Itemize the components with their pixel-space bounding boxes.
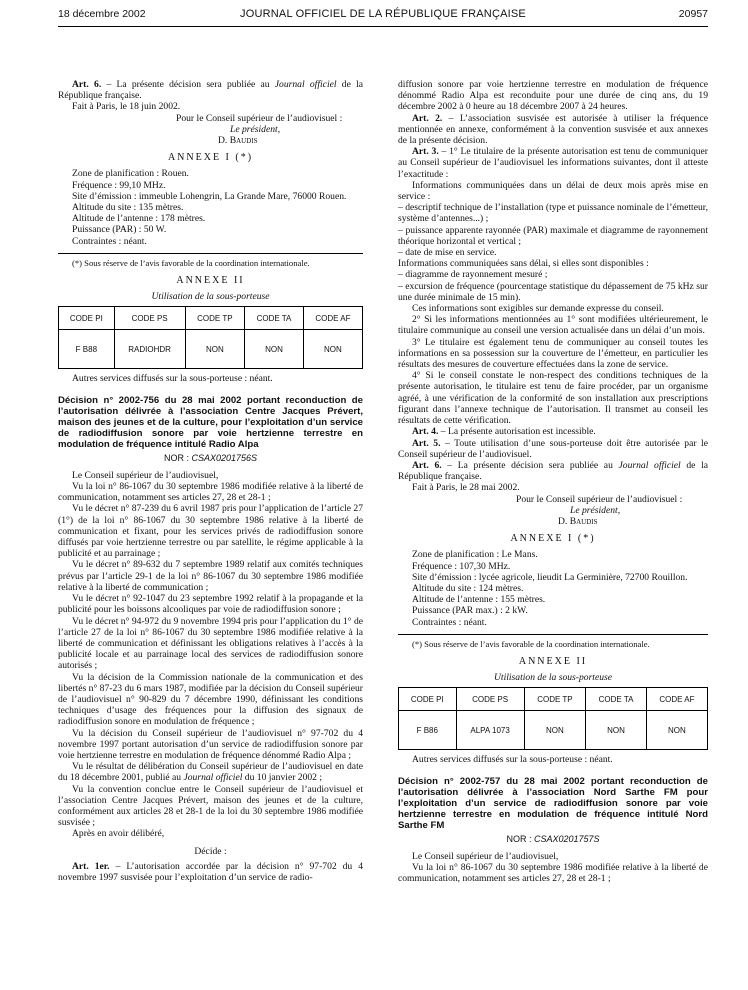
article-label: Art. 4. [412,426,439,438]
body-paragraph: Vu la convention conclue entre le Conseil supérieur de l’audiovisuel et l’association Centre Jacques Prévert, maison des jeunes et de la culture, conformément aux articles 28 et 28-1 de la loi du 30 septembre 1986 modifiée susvisée ; [58,783,363,829]
annexe-2-subtitle: Utilisation de la sous-porteuse [151,291,270,303]
body-paragraph: Vu le décret n° 94-972 du 9 novembre 1994 pris pour l’application du 1° de l’article 27 de la loi n° 86-1067 du 30 septembre 1986 modifiée relative à la liberté de communication et définissant les obligations relatives à l’accès à la publicité locale et au parrainage local des services de radiodiffusion sonore autorisés ; [58,615,363,672]
article-3-line: Informations communiquées sans délai, si elles sont disponibles : [398,258,649,270]
signature-name: D. Baudis [558,515,598,527]
annexe-1-details [398,549,708,627]
body-text: du 10 janvier 2002 ; [242,772,323,784]
article-text: de la République française. [58,79,364,102]
table-header: CODE TP [524,688,586,711]
table-cell: NON [185,330,245,369]
table-header: CODE TA [245,307,304,330]
article-text: – La présente décision sera publiée au [101,79,275,90]
decision-title: Décision n° 2002-756 du 28 mai 2002 portant reconduction de l’autorisation délivrée à l’association Centre Jacques Prévert, maison des jeunes et de la culture, pour l’exploitation d’un service de radiodiffusion sonore par voie hertzienne terrestre en modulation de fréquence intitulé Radio Alpa [58,394,363,450]
article-3-line: 4° Si le conseil constate le non-respect des conditions techniques de la présente autorisation, le titulaire est tenu de faire procéder, par un organisme agréé, à une vérification de la conformité de son installation aux prescriptions figurant dans l’annexe technique de l’autorisation. Il transmet au conseil les résultats de cette vérification. [398,370,708,427]
nor-code: CSAX0201757S [533,833,600,844]
table-header: CODE PI [399,688,457,711]
table-row [399,711,708,750]
nor-code: CSAX0201756S [191,452,258,463]
footnote-rule [398,634,708,635]
article-3-line: Informations communiquées dans un délai de deux mois après mise en service : [398,179,708,203]
header-journal-title: JOURNAL OFFICIEL DE LA RÉPUBLIQUE FRANÇAISE [240,8,526,20]
detail-line: Fréquence : 99,10 MHz. [72,179,166,191]
footnote: (*) Sous réserve de l’avis favorable de la coordination internationale. [72,257,310,268]
detail-line: Site d’émission : immeuble Lohengrin, La Grande Mare, 76000 Rouen. [72,190,347,202]
article-text: – La présente autorisation est incessible. [438,426,596,438]
decide-heading: Décide : [194,845,227,857]
signature-line: Pour le Conseil supérieur de l’audiovisuel : [176,112,343,124]
body-paragraph: Vu le décret n° 92-1047 du 23 septembre 1992 relatif à la propagande et la publicité pour les boissons alcooliques par voie de radiodiffusion sonore ; [58,593,363,616]
signature-title: Le président, [570,504,621,516]
body-paragraph [58,761,363,783]
other-services: Autres services diffusés sur la sous-porteuse : néant. [412,754,613,766]
nor-reference [398,834,708,845]
article-text: de la République française. [398,459,708,483]
table-row [59,330,363,369]
article-4 [398,426,708,437]
table-header: CODE TP [185,307,245,330]
article-5 [398,438,708,460]
body-paragraph: Vu la décision de la Commission nationale de la communication et des libertés n° 87-23 du 6 mars 1987, modifiée par la décision du Conseil supérieur de l’audiovisuel n° 90-829 du 7 décembre 1990, définissant les conditions techniques d’usage des fréquences pour la diffusion des signaux de radiodiffusion sonore en modulation de fréquence ; [58,671,363,728]
detail-line: Puissance (PAR) : 50 W. [72,224,167,236]
table-cell: NON [524,711,586,750]
article-3-line: – diagramme de rayonnement mesuré ; [398,269,548,281]
other-services: Autres services diffusés sur la sous-porteuse : néant. [72,373,273,385]
article-3-line: 2° Si les informations mentionnées au 1° sont modifiées ultérieurement, le titulaire communique au conseil une version actualisée dans un délai d’un mois. [398,314,708,337]
annexe-2-title: ANNEXE II [176,275,245,287]
article-text: – 1° Le titulaire de la présente autorisation est tenu de communiquer au Conseil supérieur de l’audiovisuel les informations suivantes, dont il atteste l’exactitude : [398,146,709,180]
header-rule [58,26,708,27]
article-3 [398,146,708,180]
right-column [398,79,708,884]
annexe-1-title: ANNEXE I (*) [510,533,596,545]
subcarrier-table [398,687,708,750]
annexe-1-title: ANNEXE I (*) [167,152,254,164]
table-header-row [59,307,363,330]
header-page-number: 20957 [678,8,708,20]
table-cell: F B88 [59,330,115,369]
footnote-rule [58,253,363,254]
left-column [58,79,363,883]
table-header: CODE AF [303,307,362,330]
detail-line: Fréquence : 107,30 MHz. [412,560,511,572]
table-cell: RADIOHDR [114,330,185,369]
table-header: CODE PS [114,307,185,330]
decision-title: Décision n° 2002-757 du 28 mai 2002 portant reconduction de l’autorisation délivrée à l’association Nord Sarthe FM pour l’exploitation d’un service de radiodiffusion sonore par voie hertzienne terrestre en modulation de fréquence intitulé Nord Sarthe FM [398,775,708,831]
continued-paragraph: diffusion sonore par voie hertzienne terrestre en modulation de fréquence dénommé Radio Alpa est reconduite pour une durée de cinq ans, du 19 décembre 2002 à 0 heure au 18 décembre 2007 à 24 heures. [398,79,708,113]
detail-line: Zone de planification : Le Mans. [412,549,538,561]
article-label: Art. 3. [412,146,439,158]
article-6 [58,79,363,101]
detail-line: Zone de planification : Rouen. [72,168,189,180]
article-3-line: – date de mise en service. [398,247,497,259]
journal-ref: Journal officiel [618,459,681,471]
signature-name: D. Baudis [218,135,258,147]
table-header: CODE TA [586,688,647,711]
article-6 [398,460,708,482]
signature-line: Pour le Conseil supérieur de l’audiovisuel : [516,493,683,505]
article-label: Art. 6. [412,459,442,471]
journal-ref: Journal officiel [274,79,337,90]
nor-label: NOR : [506,833,534,844]
body-paragraph: Le Conseil supérieur de l’audiovisuel, [72,469,219,481]
article-3-line: Ces informations sont exigibles sur demande expresse du conseil. [412,303,664,315]
detail-line: Contraintes : néant. [72,235,147,247]
detail-line: Altitude de l’antenne : 178 mètres. [72,213,206,225]
table-header: CODE PS [456,688,524,711]
body-paragraph: Vu la loi n° 86-1067 du 30 septembre 1986 modifiée relative à la liberté de communication, notamment ses articles 27, 28 et 28-1 ; [58,481,363,504]
article-text: – L’autorisation accordée par la décision n° 97-702 du 4 novembre 1997 susvisée pour l’exploitation d’un service de radio- [58,860,363,883]
table-header: CODE AF [646,688,707,711]
journal-ref: Journal officiel [183,772,243,784]
table-header-row [399,688,708,711]
body-text: Vu le résultat de délibération du Conseil supérieur de l’audiovisuel en date du 18 décembre 2001, publié au [58,761,363,784]
body-paragraph: Vu la loi n° 86-1067 du 30 septembre 1986 modifiée relative à la liberté de communication, notamment ses articles 27, 28 et 28-1 ; [398,861,708,885]
body-paragraph: Vu le décret n° 89-632 du 7 septembre 1989 relatif aux comités techniques prévus par l’article 29-1 de la loi n° 86-1067 du 30 septembre 1986 modifiée relative à la liberté de communication ; [58,559,363,593]
article-text: – Toute utilisation d’une sous-porteuse doit être autorisée par le Conseil supérieur de l’audiovisuel. [398,437,708,460]
table-cell: ALPA 1073 [456,711,524,750]
fait-a-paris: Fait à Paris, le 18 juin 2002. [72,101,181,113]
footnote: (*) Sous réserve de l’avis favorable de la coordination internationale. [412,638,650,649]
body-paragraph: Vu la décision du Conseil supérieur de l’audiovisuel n° 97-702 du 4 novembre 1997 portant autorisation d’un service de radiodiffusion sonore par voie hertzienne terrestre en modulation de fréquence dénommé Radio Alpa ; [58,727,363,761]
article-3-line: – puissance apparente rayonnée (PAR) maximale et diagramme de rayonnement théorique horizontal et vertical ; [398,224,708,247]
detail-line: Altitude du site : 124 mètres. [412,582,524,594]
signature-title: Le président, [230,123,281,135]
nor-reference [58,453,363,464]
nor-label: NOR : [163,452,192,463]
article-text: – L’association susvisée est autorisée à utiliser la fréquence mentionnée en annexe, conformément à la convention susvisée et aux annexes de la présente décision. [398,112,708,147]
header-date: 18 décembre 2002 [58,8,146,20]
table-cell: F B86 [399,711,457,750]
detail-line: Altitude de l’antenne : 155 mètres. [412,594,546,606]
article-3-line: 3° Le titulaire est également tenu de communiquer au conseil toutes les informations en sa possession sur la couverture de l’émetteur, en particulier les résultats des mesures de couverture effectuées dans la zone de service. [398,336,708,371]
annexe-2-title: ANNEXE II [518,655,588,667]
detail-line: Site d’émission : lycée agricole, lieudit La Germinière, 72700 Rouillon. [412,571,688,583]
subcarrier-table [58,306,363,369]
table-cell: NON [586,711,647,750]
table-header: CODE PI [59,307,115,330]
article-label: Art. 6. [72,79,102,90]
article-text: – La présente décision sera publiée au [441,459,619,471]
table-cell: NON [245,330,304,369]
table-cell: NON [646,711,707,750]
article-1 [58,861,363,883]
detail-line: Puissance (PAR max.) : 2 kW. [412,605,528,617]
detail-line: Altitude du site : 135 mètres. [72,202,184,214]
article-3-line: – descriptif technique de l’installation (type et puissance nominale de l’émetteur, système d’antennes...) ; [398,202,708,225]
page-header [58,8,708,24]
article-3-line: – excursion de fréquence (pourcentage statistique du dépassement de 75 kHz sur une durée minimale de 15 min). [398,280,708,303]
body-paragraph: Le Conseil supérieur de l’audiovisuel, [412,850,559,862]
body-paragraph: Après en avoir délibéré, [72,828,165,840]
body-paragraph: Vu le décret n° 87-239 du 6 avril 1987 pris pour l’application de l’article 27 (1°) de la loi n° 86-1067 du 30 septembre 1986 relative à la liberté de communication et fixant, pour les services privés de radiodiffusion sonore diffusés par voie hertzienne terrestre ou par satellite, le régime applicable à la publicité et au parrainage ; [58,503,363,560]
table-cell: NON [303,330,362,369]
annexe-2-subtitle: Utilisation de la sous-porteuse [493,672,613,684]
fait-a-paris: Fait à Paris, le 28 mai 2002. [412,482,520,494]
article-label: Art. 1er. [72,860,110,872]
article-label: Art. 2. [412,112,443,124]
annexe-1-details [58,168,363,246]
article-label: Art. 5. [412,437,441,449]
article-2 [398,113,708,147]
detail-line: Contraintes : néant. [412,616,487,628]
